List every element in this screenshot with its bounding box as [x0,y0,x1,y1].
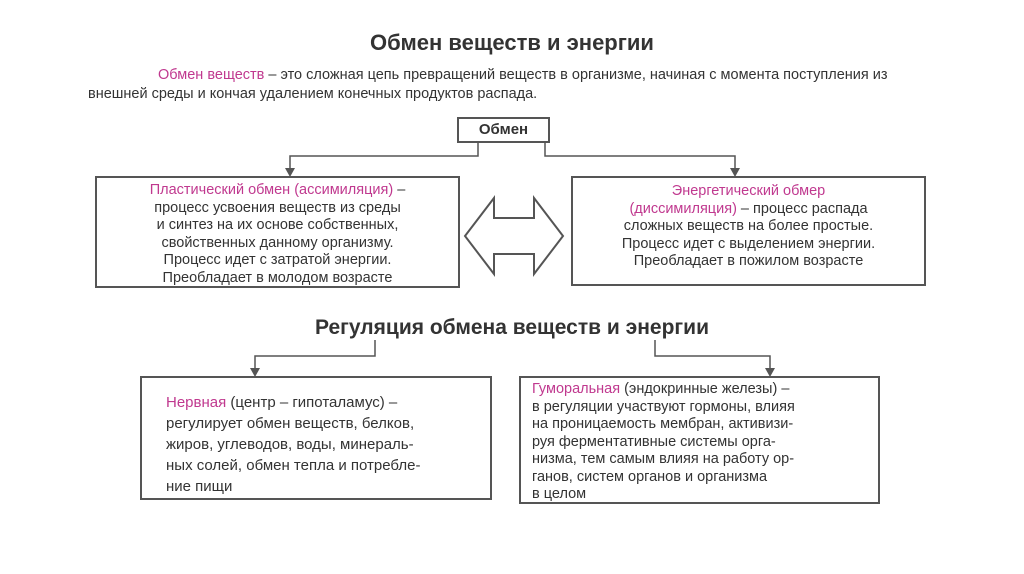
energy-line-1: (диссимиляция) – процесс распада [629,200,868,217]
humoral-line-6: ганов, систем органов и организма [532,468,768,485]
definition-text: – это сложная цепь превращений веществ в организме, начиная с момента поступления из внешней среды и кончая удалением конечных продуктов распада. [88,67,888,102]
plastic-line-6: Преобладает в молодом возрасте [162,269,393,286]
energy-line-2: сложных веществ на более простые. [623,218,874,234]
energy-term-1: Энергетический обмер [671,183,826,199]
plastic-line-2: процесс усвоения веществ из среды [154,199,401,216]
nervous-line-3: жиров, углеводов, воды, минераль- [166,436,414,453]
regulation-title: Регуляция обмена веществ и энергии [315,316,709,339]
nervous-term: Нервная [166,394,227,411]
humoral-term: Гуморальная [532,381,621,397]
connector-left [290,142,478,170]
nervous-line-2: регулирует обмен веществ, белков, [166,415,415,432]
definition-term: Обмен веществ [158,67,265,83]
connector-reg-left [255,340,375,370]
nervous-line-4: ных солей, обмен тепла и потребле- [166,457,421,474]
plastic-box [95,176,460,288]
connector-right [545,142,735,170]
plastic-term: Пластический обмен (ассимиляция) [149,182,394,198]
plastic-line-4: свойственных данному организму. [161,234,394,251]
plastic-line-5: Процесс идет с затратой энергии. [163,252,392,268]
plastic-line-3: и синтез на их основе собственных, [156,217,399,233]
definition [88,66,948,104]
humoral-line-2: в регуляции участвуют гормоны, влияя [532,398,795,415]
root-box: Обмен [457,117,550,143]
energy-line-4: Преобладает в пожилом возрасте [633,253,864,269]
energy-line-3: Процесс идет с выделением энергии. [621,235,876,252]
page-title: Обмен веществ и энергии [370,30,654,55]
energy-box [571,176,926,286]
nervous-line-5: ние пищи [166,478,233,495]
connector-reg-right [655,340,770,370]
plastic-line-1: Пластический обмен (ассимиляция) – [149,182,406,198]
humoral-box [519,376,880,504]
humoral-line-5: низма, тем самым влияя на работу ор- [532,451,795,467]
double-arrow-icon [465,198,563,274]
humoral-line-4: руя ферментативные системы орга- [532,433,776,450]
humoral-line-1: Гуморальная (эндокринные железы) – [532,381,790,397]
humoral-line-3: на проницаемость мембран, активизи- [532,416,794,432]
nervous-line-1: Нервная (центр – гипоталамус) – [166,394,398,411]
nervous-box [140,376,492,500]
energy-term-2: (диссимиляция) [629,200,737,217]
humoral-line-7: в целом [532,486,587,502]
